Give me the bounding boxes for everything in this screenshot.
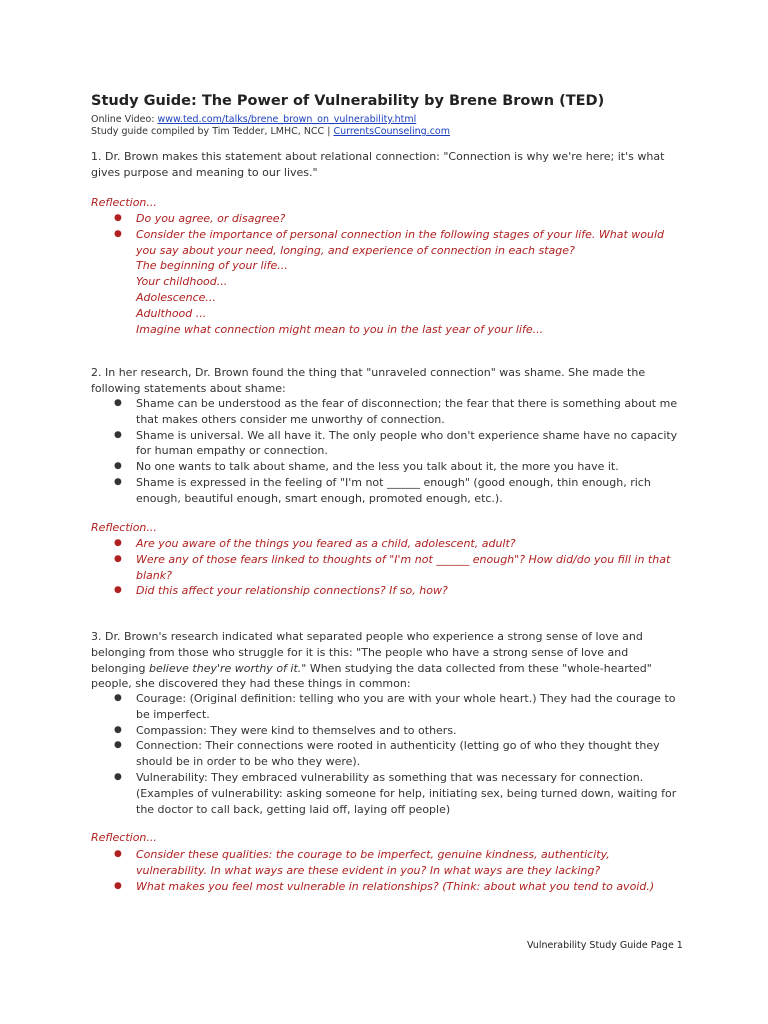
list-item: ● Courage: (Original definition: telling who you are with your whole heart.) They had the courage to be imperfect. <box>114 691 680 723</box>
section1-reflection-label: Reflection... <box>91 196 157 209</box>
section1-reflection-list <box>114 211 680 337</box>
page-title: Study Guide: The Power of Vulnerability by Brene Brown (TED) <box>91 93 605 109</box>
worthy-phrase: believe they're worthy of it. <box>149 661 302 675</box>
list-item: ● Shame is universal. We all have it. The only people who don't experience shame have no capacity for human empathy or connection. <box>114 428 680 460</box>
list-item: ● Consider the importance of personal connection in the following stages of your life. What would you say about your need, longing, and experience of connection in each stage? The beginning of your life... Your childhood... Adolescence... Adulthood ... Imagine what connection might mean to you in the last year of your life... <box>114 227 680 338</box>
stage-beginning: The beginning of your life... <box>136 259 288 273</box>
video-link[interactable]: www.ted.com/talks/brene_brown_on_vulnerability.html <box>157 114 417 125</box>
section3-intro: 3. Dr. Brown's research indicated what separated people who experience a strong sense of love and belonging from those who struggle for it is this: "The people who have a strong sense of love and belonging believe they're worthy of it." When studying the data collected from these "whole-hearted" people, she discovered they had these things in common: <box>91 630 652 691</box>
stage-adolescence: Adolescence... <box>136 290 216 304</box>
list-item: ● Shame can be understood as the fear of disconnection; the fear that there is something about me that makes others consider me unworthy of connection. <box>114 396 680 428</box>
compiled-label: Study guide compiled by Tim Tedder, LMHC, NCC | <box>91 126 334 137</box>
list-item: ● No one wants to talk about shame, and the less you talk about it, the more you have it. <box>114 459 680 475</box>
list-item: ● What makes you feel most vulnerable in relationships? (Think: about what you tend to avoid.) <box>114 879 680 895</box>
list-item: ● Consider these qualities: the courage to be imperfect, genuine kindness, authenticity, vulnerability. In what ways are these evident in you? In what ways are they lacking? <box>114 847 680 879</box>
website-link[interactable]: CurrentsCounseling.com <box>333 126 450 137</box>
list-item: ● Were any of those fears linked to thoughts of "I'm not ______ enough"? How did/do you fill in that blank? <box>114 552 680 584</box>
list-item: ● Shame is expressed in the feeling of "I'm not ______ enough" (good enough, thin enough, rich enough, beautiful enough, smart enough, promoted enough, etc.). <box>114 475 680 507</box>
section2-list <box>114 396 680 507</box>
page-footer: Vulnerability Study Guide Page 1 <box>527 940 683 951</box>
video-line <box>91 114 416 125</box>
list-item: ● Connection: Their connections were rooted in authenticity (letting go of who they thought they should be in order to be who they were). <box>114 738 680 770</box>
list-item: ● Compassion: They were kind to themselves and to others. <box>114 723 680 739</box>
section2-intro: 2. In her research, Dr. Brown found the thing that "unraveled connection" was shame. She made the following statements about shame: <box>91 366 646 395</box>
section2-reflection-list <box>114 536 680 599</box>
video-label: Online Video: <box>91 114 158 125</box>
section3-reflection-label: Reflection... <box>91 831 157 844</box>
stage-adulthood: Adulthood ... <box>136 306 207 320</box>
section3-list <box>114 691 680 817</box>
section1-intro: 1. Dr. Brown makes this statement about relational connection: "Connection is why we're here; it's what gives purpose and meaning to our lives." <box>91 150 665 179</box>
compiled-line <box>91 126 450 137</box>
list-item: ● Do you agree, or disagree? <box>114 211 680 227</box>
list-item: ● Did this affect your relationship connections? If so, how? <box>114 583 680 599</box>
section2-reflection-label: Reflection... <box>91 521 157 534</box>
stage-last-year: Imagine what connection might mean to you in the last year of your life... <box>136 322 544 336</box>
section3-reflection-list <box>114 847 680 894</box>
list-item: ● Vulnerability: They embraced vulnerability as something that was necessary for connection. (Examples of vulnerability: asking someone for help, initiating sex, being turned down, waiting for the doctor to call back, getting laid off, laying off people) <box>114 770 680 817</box>
list-item: ● Are you aware of the things you feared as a child, adolescent, adult? <box>114 536 680 552</box>
stage-childhood: Your childhood... <box>136 275 228 289</box>
